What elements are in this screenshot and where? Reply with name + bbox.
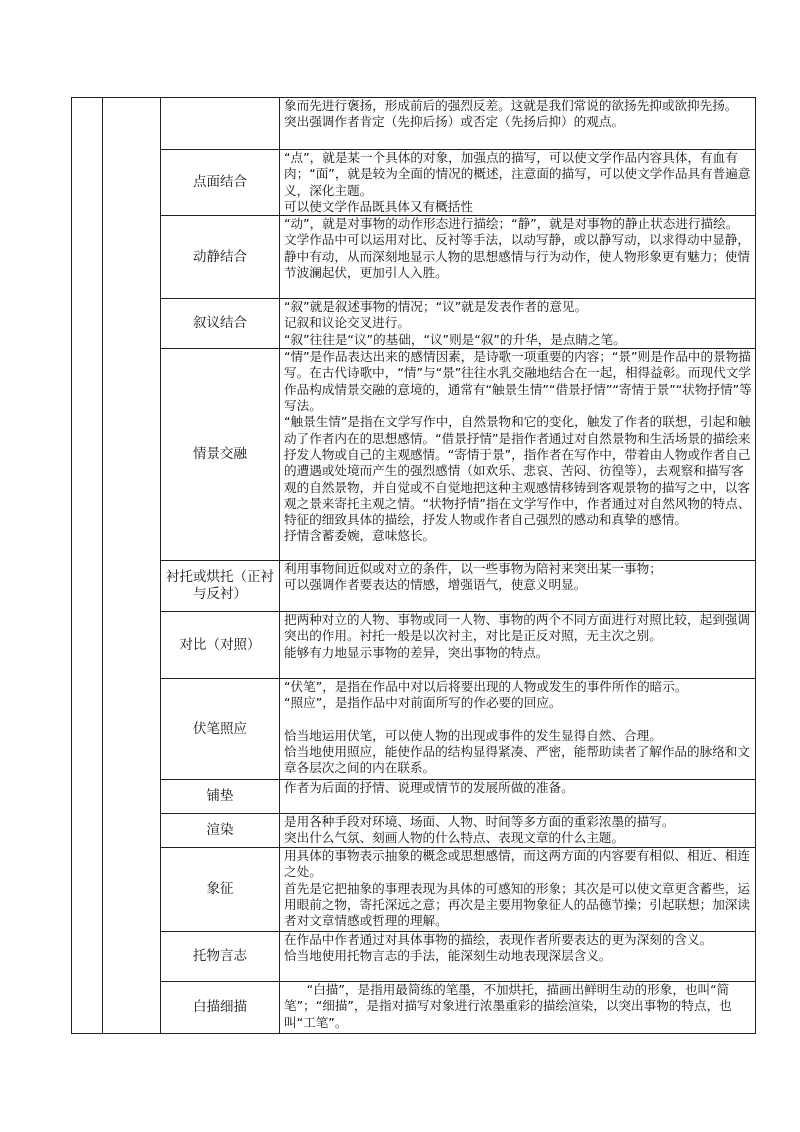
technique-name: 渲染: [206, 822, 234, 839]
description-paragraph: “伏笔”，是指在作品中对以后将要出现的人物或发生的事件所作的暗示。: [284, 679, 688, 695]
technique-name: 托物言志: [193, 948, 247, 965]
technique-name: 情景交融: [193, 446, 247, 463]
description-paragraph: 可以使文学作品既具体又有概括性: [284, 198, 473, 214]
table-body: [72, 98, 756, 1034]
technique-name: 叙议结合: [193, 315, 247, 332]
table-row: [72, 848, 756, 932]
table-row: [72, 216, 756, 299]
description-paragraph: 恰当地运用伏笔，可以使人物的出现或事件的发生显得自然、合理。: [284, 727, 662, 743]
technique-description-cell: [280, 932, 756, 982]
technique-description-cell: [280, 679, 756, 780]
technique-name-cell: [161, 216, 280, 299]
subcategory-column-cell: [103, 98, 161, 1034]
technique-name: 动静结合: [193, 248, 247, 265]
description-paragraph: 文学作品中可以运用对比、反衬等手法，以动写静，或以静写动，以求得动中显静，静中有动，从而深刻地显示人物的思想感情与行为动作，使人物形象更有魅力；使情节波澜起伏，更加引人入胜。: [284, 232, 750, 281]
technique-name-cell: [161, 780, 280, 814]
description-paragraph: “照应”，是指作品中对前面所写的作必要的回应。: [284, 695, 562, 711]
description-paragraph: “叙”往往是“议”的基础，“议”则是“叙”的升华，是点睛之笔。: [284, 331, 626, 347]
table-row: [72, 679, 756, 780]
technique-description-cell: [280, 612, 756, 679]
description-paragraph: 恰当地使用托物言志的手法，能深刻生动地表现深层含义。: [284, 948, 612, 964]
technique-description-cell: [280, 848, 756, 932]
table-row: [72, 612, 756, 679]
table-row: [72, 932, 756, 982]
description-paragraph: 象而先进行褒扬，形成前后的强烈反差。这就是我们常说的欲扬先抑或欲抑先扬。: [284, 98, 738, 113]
technique-name-cell: [161, 299, 280, 349]
technique-name: 对比（对照）: [179, 636, 261, 653]
description-paragraph: 记叙和议论交叉进行。: [284, 315, 410, 331]
technique-description-cell: [280, 814, 756, 848]
technique-name: 衬托或烘托（正衬与反衬）: [166, 569, 274, 603]
technique-name: 铺垫: [206, 788, 234, 805]
technique-name-cell: [161, 561, 280, 612]
technique-name: 白描细描: [193, 999, 247, 1016]
description-paragraph: “情”是作品表达出来的感情因素，是诗歌一项重要的内容；“景”则是作品中的景物描写。在古代诗歌中，“情”与“景”往往水乳交融地结合在一起，相得益彰。而现代文学作品构成情景交融的意境的，通常有“触景生情”“借景抒情”“寄情于景”“状物抒情”等写法。: [284, 349, 752, 414]
description-paragraph: “触景生情”是指在文学写作中，自然景物和它的变化，触发了作者的联想，引起和触动了作者内在的思想感情。“借景抒情”是指作者通过对自然景物和生活场景的描绘来抒发人物或自己的主观感情。“寄情于景”，指作者在写作中，带着由人物或作者自己的遭遇或处境而产生的强烈感情（如欢乐、悲哀、苦闷、彷徨等），去观察和描写客观的自然景物，并自觉或不自觉地把这种主观感情移铸到客观景物的描写之中，以客观之景来寄托主观之情。“状物抒情”指在文学写作中，作者通过对自然风物的特点、特征的细致具体的描绘，抒发人物或作者自己强烈的感动和真挚的感情。: [284, 414, 751, 528]
description-paragraph: “点”，就是某一个具体的对象，加强点的描写，可以使文学作品内容具体，有血有肉；“面”，就是较为全面的情况的概述，注意面的描写，可以使文学作品具有普遍意义，深化主题。: [284, 150, 751, 198]
technique-name: 伏笔照应: [193, 720, 247, 737]
technique-description-cell: [280, 982, 756, 1034]
description-paragraph: 利用事物间近似或对立的条件，以一些事物为陪衬来突出某一事物；: [284, 561, 662, 577]
description-paragraph: 把两种对立的人物、事物或同一人物、事物的两个不同方面进行对照比较，起到强调突出的作用。衬托一般是以次衬主，对比是正反对照，无主次之别。: [284, 612, 750, 644]
technique-description-cell: [280, 299, 756, 349]
technique-name-cell: [161, 814, 280, 848]
description-paragraph: 作者为后面的抒情、说理或情节的发展所做的准备。: [284, 780, 574, 796]
description-paragraph: “叙”就是叙述事物的情况；“议”就是发表作者的意见。: [284, 299, 588, 315]
description-paragraph: 是用各种手段对环境、场面、人物、时间等多方面的重彩浓墨的描写。: [284, 814, 675, 830]
technique-name: 象征: [206, 881, 234, 898]
description-paragraph: 首先是它把抽象的事理表现为具体的可感知的形象；其次是可以使文章更含蓄些，运用眼前之物，寄托深远之意；再次是主要用物象征人的品德节操；引起联想；加深读者对文章情感或哲理的理解。: [284, 880, 750, 929]
table-row: [72, 982, 756, 1034]
technique-name-cell: [161, 848, 280, 932]
technique-name-cell: [161, 150, 280, 216]
technique-description-cell: [280, 780, 756, 814]
table-row: [72, 780, 756, 814]
description-paragraph: 能够有力地显示事物的差异，突出事物的特点。: [284, 644, 549, 660]
description-paragraph: 突出什么气氛、刻画人物的什么特点、表现文章的什么主题。: [284, 830, 625, 846]
technique-description-cell: [280, 349, 756, 561]
description-paragraph: 突出强调作者肯定（先抑后扬）或否定（先扬后抑）的观点。: [284, 114, 625, 130]
description-paragraph: 抒情含蓄委婉，意味悠长。: [284, 528, 436, 544]
table-row: [72, 98, 756, 150]
description-paragraph: 用具体的事物表示抽象的概念或思想感情，而这两方面的内容要有相似、相近、相连之处。: [284, 848, 750, 880]
description-paragraph: 恰当地使用照应，能使作品的结构显得紧凑、严密，能帮助读者了解作品的脉络和文章各层次之间的内在联系。: [284, 744, 750, 776]
table-row: [72, 150, 756, 216]
technique-name-cell: [161, 612, 280, 679]
category-column-cell: [72, 98, 103, 1034]
table-row: [72, 561, 756, 612]
technique-name-cell: [161, 679, 280, 780]
table-row: [72, 349, 756, 561]
technique-description-cell: [280, 98, 756, 150]
technique-name-cell: [161, 982, 280, 1034]
technique-name-cell: [161, 932, 280, 982]
technique-description-cell: [280, 150, 756, 216]
technique-description-cell: [280, 216, 756, 299]
description-paragraph: “动”，就是对事物的动作形态进行描绘；“静”，就是对事物的静止状态进行描绘。: [284, 216, 739, 232]
description-paragraph: “白描”，是指用最简练的笔墨，不加烘托，描画出鲜明生动的形象，也叫“简笔”；“细描”，是指对描写对象进行浓墨重彩的描绘渲染，以突出事物的特点，也叫“工笔”。: [284, 982, 732, 1030]
table-row: [72, 299, 756, 349]
technique-name: 点面结合: [193, 174, 247, 191]
technique-name-cell: [161, 98, 280, 150]
technique-description-cell: [280, 561, 756, 612]
description-paragraph: 在作品中作者通过对具体事物的描绘，表现作者所要表达的更为深刻的含义。: [284, 932, 713, 948]
techniques-table: [71, 97, 756, 1034]
description-paragraph: 可以强调作者要表达的情感，增强语气，使意义明显。: [284, 577, 587, 593]
technique-name-cell: [161, 349, 280, 561]
description-paragraph: [284, 712, 752, 728]
table-row: [72, 814, 756, 848]
